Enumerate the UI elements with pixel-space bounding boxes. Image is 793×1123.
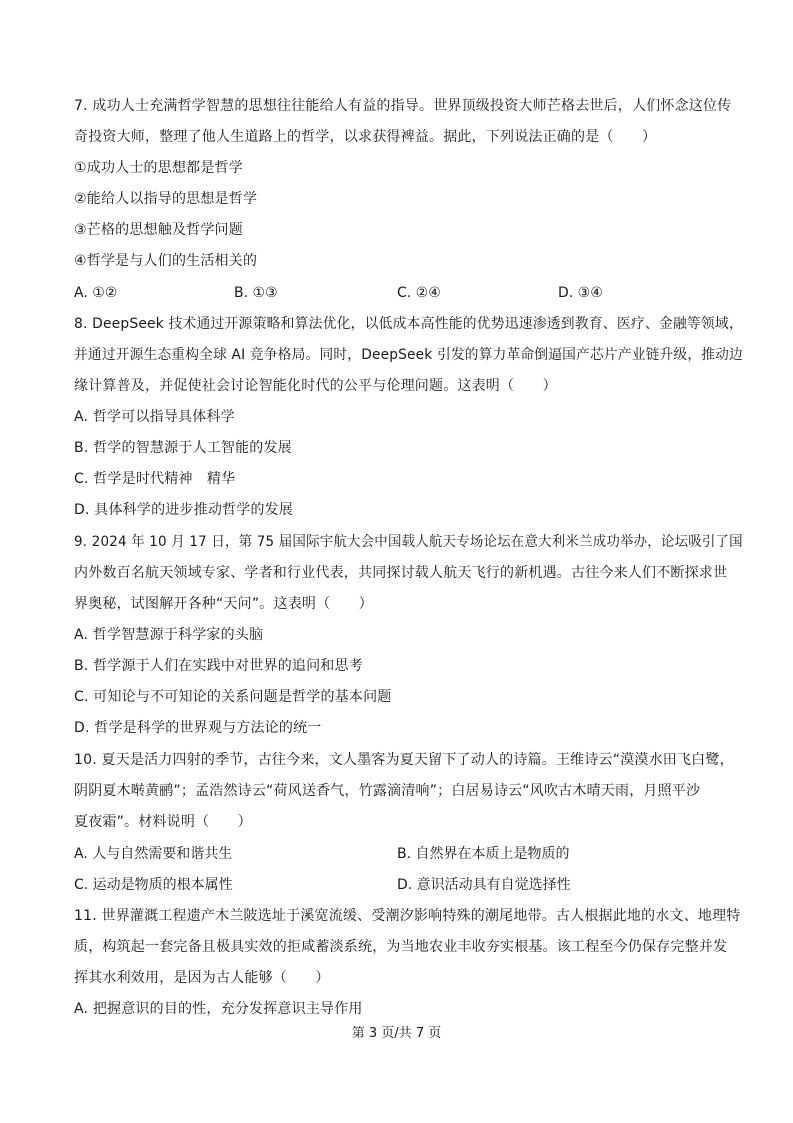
q7-statement-2: ②能给人以指导的思想是哲学 xyxy=(74,191,258,207)
q7-stem-line-1: 7. 成功人士充满哲学智慧的思想往往能给人有益的指导。世界顶级投资大师芒格去世后，人们怀念这位传 xyxy=(74,98,732,114)
q11-stem-line-1: 11. 世界灌溉工程遗产木兰陂选址于溪宽流缓、受潮汐影响特殊的潮尾地带。古人根据此地的水文、地理特 xyxy=(74,908,741,924)
q7-option-d: D. ③④ xyxy=(558,285,603,301)
q11-stem-line-3: 挥其水利效用，是因为古人能够（ ） xyxy=(74,970,330,986)
q11-option-a: A. 把握意识的目的性，充分发挥意识主导作用 xyxy=(74,1001,363,1017)
q7-option-c: C. ②④ xyxy=(397,285,441,301)
q10-option-d: D. 意识活动具有自觉选择性 xyxy=(397,877,571,893)
q8-option-a: A. 哲学可以指导具体科学 xyxy=(74,409,235,425)
q8-option-b: B. 哲学的智慧源于人工智能的发展 xyxy=(74,440,292,456)
q7-statement-4: ④哲学是与人们的生活相关的 xyxy=(74,253,258,269)
q7-option-b: B. ①③ xyxy=(234,285,278,301)
q9-stem-line-2: 内外数百名航天领域专家、学者和行业代表，共同探讨载人航天飞行的新机遇。古往今来人们不断探求世 xyxy=(74,565,728,581)
q7-option-a: A. ①② xyxy=(74,285,118,301)
q8-stem-line-2: 并通过开源生态重构全球 AI 竞争格局。同时，DeepSeek 引发的算力革命倒逼国产芯片产业链升级，推动边 xyxy=(74,347,743,363)
q10-stem-line-1: 10. 夏天是活力四射的季节，古往今来，文人墨客为夏天留下了动人的诗篇。王维诗云“漠漠水田飞白鹭， xyxy=(74,752,734,768)
q10-option-b: B. 自然界在本质上是物质的 xyxy=(397,846,570,862)
q8-stem-line-1: 8. DeepSeek 技术通过开源策略和算法优化，以低成本高性能的优势迅速渗透到教育、医疗、金融等领域， xyxy=(74,316,743,332)
q10-stem-line-2: 阴阴夏木啭黄鹂”；孟浩然诗云“荷风送香气，竹露滴清响”；白居易诗云“风吹古木晴天雨，月照平沙 xyxy=(74,783,701,799)
q10-option-a: A. 人与自然需要和谐共生 xyxy=(74,846,233,862)
page-number-footer: 第 3 页/共 7 页 xyxy=(351,1026,442,1041)
q8-stem-line-3: 缘计算普及，并促使社会讨论智能化时代的公平与伦理问题。这表明（ ） xyxy=(74,378,557,394)
q8-option-c: C. 哲学是时代精神 精华 xyxy=(74,471,236,487)
q7-statement-3: ③芒格的思想触及哲学问题 xyxy=(74,222,243,238)
q9-option-d: D. 哲学是科学的世界观与方法论的统一 xyxy=(74,720,322,736)
q9-stem-line-3: 界奥秘，试图解开各种“天问”。这表明（ ） xyxy=(74,596,373,612)
q9-stem-line-1: 9. 2024 年 10 月 17 日，第 75 届国际宇航大会中国载人航天专场论坛在意大利米兰成功举办，论坛吸引了国 xyxy=(74,534,743,550)
q7-statement-1: ①成功人士的思想都是哲学 xyxy=(74,160,243,176)
q8-option-d: D. 具体科学的进步推动哲学的发展 xyxy=(74,502,294,518)
q10-stem-line-3: 夏夜霜”。材料说明（ ） xyxy=(74,814,252,830)
q11-stem-line-2: 质，构筑起一套完备且极具实效的拒咸蓄淡系统，为当地农业丰收夯实根基。该工程至今仍保存完整并发 xyxy=(74,939,728,955)
q9-option-a: A. 哲学智慧源于科学家的头脑 xyxy=(74,627,264,643)
q9-option-c: C. 可知论与不可知论的关系问题是哲学的基本问题 xyxy=(74,689,392,705)
q7-stem-line-2: 奇投资大师，整理了他人生道路上的哲学，以求获得裨益。据此，下列说法正确的是（ ） xyxy=(74,129,657,145)
q9-option-b: B. 哲学源于人们在实践中对世界的追问和思考 xyxy=(74,658,363,674)
q10-option-c: C. 运动是物质的根本属性 xyxy=(74,877,233,893)
